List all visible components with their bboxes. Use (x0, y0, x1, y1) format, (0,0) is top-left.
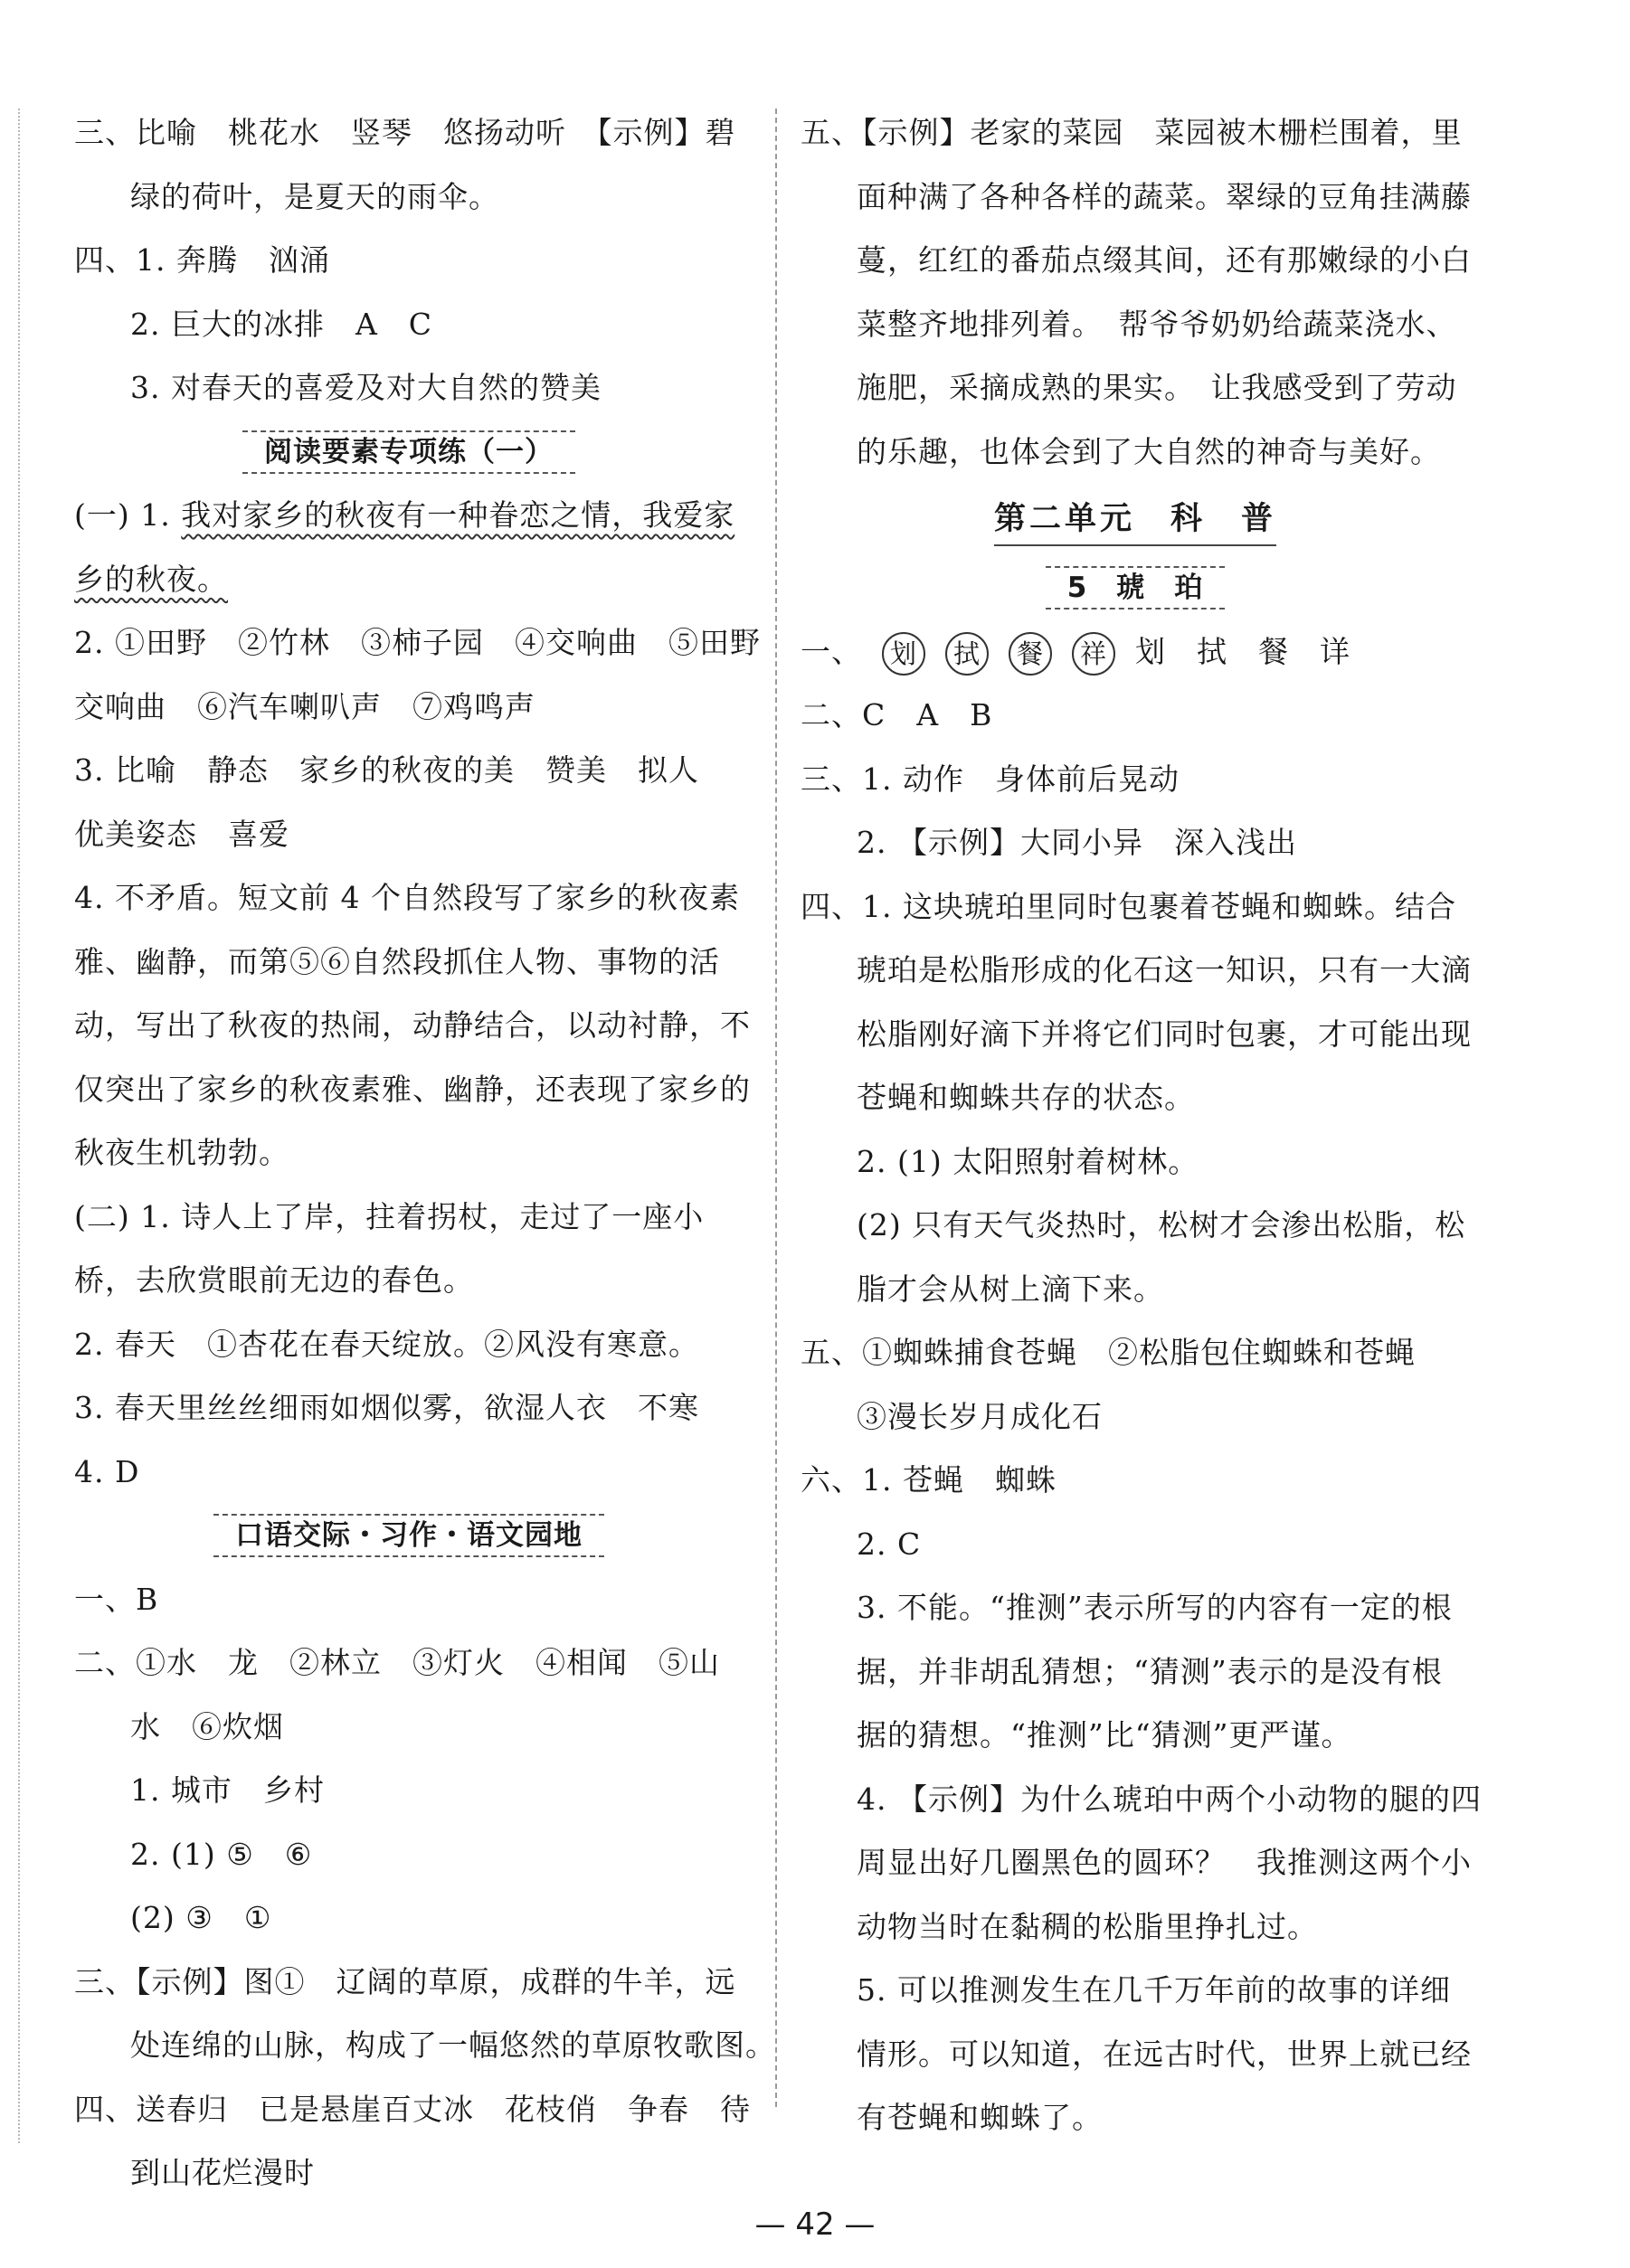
answer-text: ③漫长岁月成化石 (857, 1398, 1103, 1434)
answer-text: 雅、幽静，而第⑤⑥自然段抓住人物、事物的活 (74, 943, 720, 979)
page-number: — 42 — (754, 2207, 876, 2243)
answer-line (74, 1249, 744, 1313)
answer-line (801, 1130, 1470, 1195)
answer-text: 三、【示例】图① 辽阔的草原，成群的牛羊，远 (74, 1963, 736, 1999)
answer-line (801, 356, 1470, 421)
answer-text: 二、①水 龙 ②林立 ③灯火 ④相闻 ⑤山 (74, 1645, 720, 1680)
answer-line (74, 293, 744, 357)
right-column (801, 101, 1482, 2150)
answer-text: 五、①蜘蛛捕食苍蝇 ②松脂包住蜘蛛和苍蝇 (801, 1335, 1416, 1370)
answer-line (74, 803, 744, 867)
answer-text: (一) 1. (74, 497, 182, 533)
answer-text: 4. D (74, 1453, 140, 1489)
answer-text: 三、比喻 桃花水 竖琴 悠扬动听 【示例】碧 (74, 115, 736, 150)
answer-text: 秋夜生机勃勃。 (74, 1135, 289, 1170)
wavy-underlined-text: 我对家乡的秋夜有一种眷恋之情，我爱家 (181, 497, 735, 533)
answer-text: (二) 1. 诗人上了岸，拄着拐杖，走过了一座小 (74, 1198, 705, 1234)
answer-text: 动，写出了秋夜的热闹，动静结合，以动衬静，不 (74, 1007, 751, 1043)
answer-text: 交响曲 ⑥汽车喇叭声 ⑦鸡鸣声 (74, 688, 535, 724)
answer-line (74, 1058, 751, 1122)
circled-character: 划 (882, 632, 925, 676)
answer-text: 据的猜想。“推测”比“猜测”更严谨。 (857, 1717, 1352, 1753)
binding-margin-line (18, 109, 20, 2143)
answer-line (801, 165, 1470, 230)
answer-text: 到山花烂漫时 (130, 2155, 315, 2190)
answer-text: 2. 【示例】大同小异 深入浅出 (857, 825, 1297, 860)
answer-line (74, 1631, 744, 1696)
answer-line (801, 1640, 1470, 1705)
unit-title-text: 第二单元 科 普 (994, 494, 1276, 546)
answer-line (801, 1831, 1470, 1895)
answer-text: 绿的荷叶，是夏天的雨伞。 (130, 178, 499, 214)
answer-line (801, 293, 1470, 357)
left-column (74, 101, 776, 2206)
answer-text: 2. 春天 ①杏花在春天绽放。②风没有寒意。 (74, 1326, 699, 1362)
answer-text: 情形。可以知道，在远古时代，世界上就已经 (857, 2036, 1472, 2072)
answer-line (74, 1441, 744, 1505)
answer-text: 3. 春天里丝丝细雨如烟似雾，欲湿人衣 不寒 (74, 1390, 699, 1425)
answer-text: 菜整齐地排列着。 帮爷爷奶奶给蔬菜浇水、 (857, 306, 1457, 342)
circled-character: 祥 (1072, 632, 1115, 676)
answer-line (74, 1759, 744, 1823)
answer-line (801, 939, 1470, 1003)
section-heading (74, 421, 744, 485)
answer-text: 六、1. 苍蝇 蜘蛛 (801, 1462, 1057, 1498)
answer-line (74, 676, 744, 740)
answer-line (801, 1895, 1470, 1960)
circled-character: 拭 (945, 632, 989, 676)
answer-line (801, 1003, 1470, 1067)
answer-text: 四、1. 奔腾 汹涌 (74, 242, 330, 278)
answer-line (74, 1568, 744, 1632)
answer-line (74, 548, 744, 612)
answer-line (74, 2078, 751, 2142)
answer-line (74, 1951, 744, 2015)
section-heading-text: 口语交际・习作・语文园地 (213, 1514, 604, 1557)
section-heading-text: 阅读要素专项练（一） (242, 430, 575, 474)
answer-text: 脂才会从树上滴下来。 (857, 1271, 1164, 1307)
answer-text: 2. C (857, 1526, 922, 1562)
answer-line (74, 994, 751, 1058)
answer-line (74, 1886, 744, 1951)
answer-text: 水 ⑥炊烟 (130, 1708, 284, 1744)
section-heading (801, 556, 1470, 620)
answer-line (801, 1449, 1470, 1513)
answer-line (801, 748, 1470, 812)
answer-text: 5. 可以推测发生在几千万年前的故事的详细 (857, 1972, 1451, 2008)
answer-line (74, 739, 744, 803)
answer-text: (2) ③ ① (130, 1900, 272, 1935)
answer-text: 2. 巨大的冰排 A C (130, 306, 433, 342)
answer-line (74, 866, 744, 931)
answer-text: 苍蝇和蜘蛛共存的状态。 (857, 1080, 1195, 1115)
answer-text: 三、1. 动作 身体前后晃动 (801, 761, 1180, 797)
answer-line (74, 1376, 744, 1441)
answer-line (74, 229, 744, 293)
unit-title (801, 484, 1470, 556)
answer-line (74, 165, 744, 230)
answer-text: 仅突出了家乡的秋夜素雅、幽静，还表现了家乡的 (74, 1071, 751, 1107)
answer-line (74, 2014, 776, 2078)
answer-line (74, 611, 761, 676)
answer-line (801, 101, 1470, 165)
answer-text: 4. 【示例】为什么琥珀中两个小动物的腿的四 (857, 1781, 1482, 1817)
answer-text: 周显出好几圈黑色的圆环？ 我推测这两个小 (857, 1845, 1472, 1880)
answer-line (801, 1066, 1470, 1130)
answer-text: 动物当时在黏稠的松脂里挣扎过。 (857, 1908, 1318, 1944)
answer-text: 3. 比喻 静态 家乡的秋夜的美 赞美 拟人 (74, 752, 699, 788)
item-number: 一、 (801, 633, 862, 669)
section-heading (74, 1504, 744, 1568)
answer-line (74, 101, 744, 165)
answer-text: 琥珀是松脂形成的化石这一知识，只有一大滴 (857, 952, 1472, 988)
answer-text: 五、【示例】老家的菜园 菜园被木栅栏围着，里 (801, 115, 1463, 150)
answer-text: 面种满了各种各样的蔬菜。翠绿的豆角挂满藤 (857, 178, 1472, 214)
answer-line (801, 2086, 1470, 2150)
answer-line (801, 1768, 1482, 1832)
answer-text: 的乐趣，也体会到了大自然的神奇与美好。 (857, 433, 1441, 469)
answer-line (74, 931, 744, 995)
answer-text: 桥，去欣赏眼前无边的春色。 (74, 1262, 474, 1298)
answer-line (801, 1321, 1470, 1385)
answer-line (801, 875, 1470, 940)
answer-text: 2. (1) 太阳照射着树林。 (857, 1143, 1199, 1179)
answer-line (801, 811, 1470, 875)
answer-text: 3. 不能。“推测”表示所写的内容有一定的根 (857, 1590, 1453, 1625)
column-divider (775, 109, 777, 2107)
answer-text: (2) 只有天气炎热时，松树才会渗出松脂，松 (857, 1207, 1466, 1243)
answer-text: 2. (1) ⑤ ⑥ (130, 1836, 313, 1872)
answer-text: 松脂刚好滴下并将它们同时包裹，才可能出现 (857, 1016, 1472, 1052)
answer-line (801, 1704, 1470, 1768)
answer-line (801, 1513, 1470, 1577)
answer-line (801, 1959, 1470, 2023)
answer-line (74, 484, 744, 548)
answer-text: 优美姿态 喜爱 (74, 816, 289, 852)
answer-text: 2. ①田野 ②竹林 ③柿子园 ④交响曲 ⑤田野 (74, 625, 761, 660)
answer-text: 二、C A B (801, 697, 993, 732)
section-heading-text: 5 琥 珀 (1046, 566, 1226, 610)
answer-line (74, 1121, 744, 1186)
answer-line (74, 1186, 744, 1250)
answer-text: 据，并非胡乱猜想；“猜测”表示的是没有根 (857, 1653, 1443, 1689)
answer-line (801, 1385, 1470, 1450)
answer-text: 四、1. 这块琥珀里同时包裹着苍蝇和蜘蛛。结合 (801, 888, 1456, 924)
answer-text: 一、B (74, 1581, 159, 1617)
answer-line (74, 1823, 744, 1887)
answer-line (801, 421, 1470, 485)
answer-text: 1. 城市 乡村 (130, 1772, 325, 1808)
answer-line (801, 229, 1470, 293)
circled-character: 餐 (1009, 632, 1052, 676)
answer-line (801, 1194, 1470, 1258)
answer-text: 施肥，采摘成熟的果实。 让我感受到了劳动 (857, 370, 1457, 405)
answer-text: 3. 对春天的喜爱及对大自然的赞美 (130, 370, 602, 405)
answer-text: 4. 不矛盾。短文前 4 个自然段写了家乡的秋夜素 (74, 880, 740, 915)
answer-line (74, 1313, 744, 1377)
wavy-underlined-text: 乡的秋夜。 (74, 561, 228, 597)
answer-text: 有苍蝇和蜘蛛了。 (857, 2100, 1103, 2135)
answer-line (74, 356, 744, 421)
answer-line (801, 1258, 1470, 1322)
answer-line (801, 1576, 1470, 1640)
answer-text: 四、送春归 已是悬崖百丈冰 花枝俏 争春 待 (74, 2091, 751, 2127)
answer-line (801, 684, 1470, 748)
answer-text: 处连绵的山脉，构成了一幅悠然的草原牧歌图。 (130, 2027, 776, 2063)
answer-text: 蔓，红红的番茄点缀其间，还有那嫩绿的小白 (857, 242, 1472, 278)
answer-text: 划 拭 餐 详 (1135, 633, 1350, 669)
answer-line (74, 2141, 744, 2206)
answer-line (801, 2023, 1470, 2087)
answer-line (74, 1696, 744, 1760)
answer-line (801, 620, 1470, 685)
